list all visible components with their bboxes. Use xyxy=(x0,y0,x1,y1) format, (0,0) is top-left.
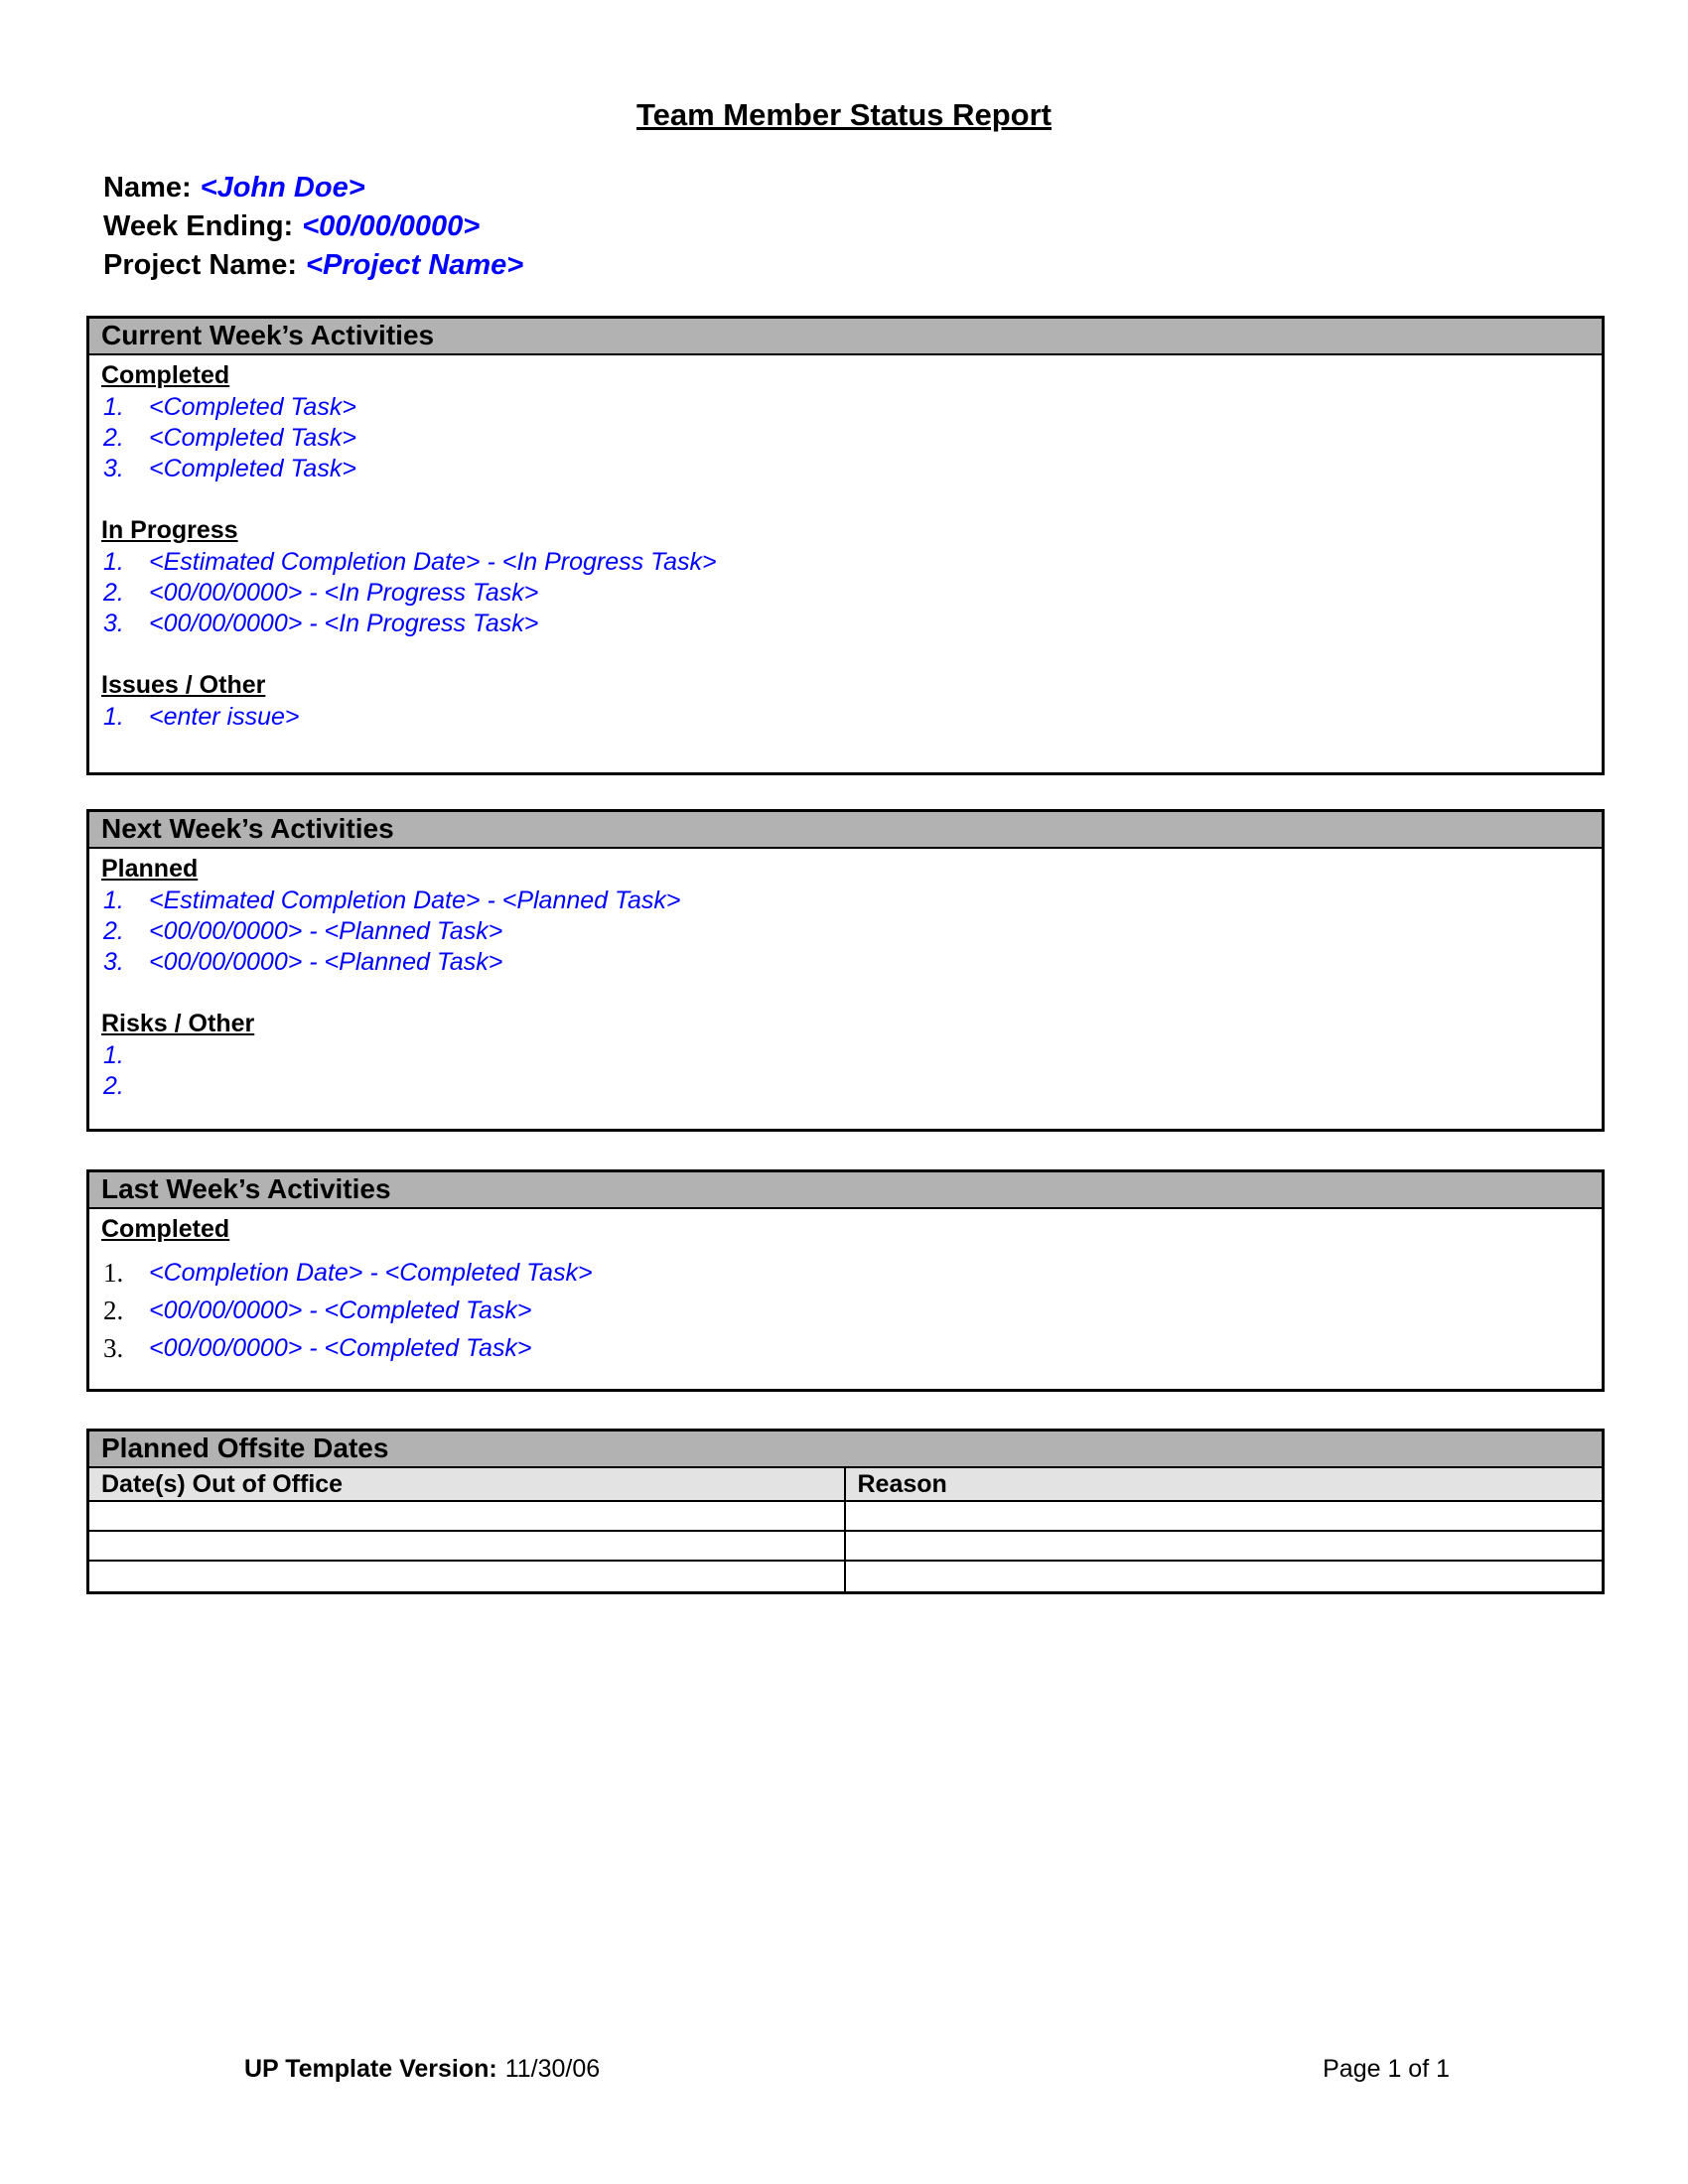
week-ending-line xyxy=(103,207,523,246)
template-version xyxy=(244,2053,600,2086)
last-week-body xyxy=(89,1209,1602,1367)
current-week-body xyxy=(89,355,1602,733)
project-name-line xyxy=(103,246,523,285)
project-name-label: Project Name: xyxy=(103,249,298,281)
issues-list xyxy=(101,702,1590,733)
list-item[interactable]: <00/00/0000> - <Planned Task> xyxy=(149,917,503,945)
list-item[interactable]: <Completion Date> - <Completed Task> xyxy=(149,1259,593,1287)
heading-risks-other: Risks / Other xyxy=(101,1010,255,1037)
template-version-value: 11/30/06 xyxy=(504,2055,601,2083)
list-item[interactable] xyxy=(101,1071,1590,1102)
list-item[interactable]: <Estimated Completion Date> - <Planned Task> xyxy=(149,887,681,914)
completed-list xyxy=(101,392,1590,484)
list-item[interactable]: <Completed Task> xyxy=(149,455,356,482)
section-last-week xyxy=(86,1169,1605,1392)
week-ending-label: Week Ending: xyxy=(103,210,294,242)
col-header-dates: Date(s) Out of Office xyxy=(89,1468,846,1500)
next-week-body xyxy=(89,849,1602,1102)
page-footer xyxy=(244,2053,1450,2086)
risks-list xyxy=(101,1040,1590,1102)
list-item[interactable]: <00/00/0000> - <Completed Task> xyxy=(149,1334,532,1362)
list-item[interactable]: <00/00/0000> - <Completed Task> xyxy=(149,1297,532,1324)
list-item[interactable]: <00/00/0000> - <In Progress Task> xyxy=(149,610,539,637)
last-completed-list xyxy=(101,1254,1590,1367)
list-item[interactable]: <00/00/0000> - <In Progress Task> xyxy=(149,579,539,607)
name-line xyxy=(103,169,523,207)
offsite-reason-cell[interactable] xyxy=(846,1532,1603,1560)
col-header-reason: Reason xyxy=(857,1470,947,1498)
list-item[interactable]: <enter issue> xyxy=(149,703,300,731)
heading-completed-last: Completed xyxy=(101,1215,230,1243)
template-version-label: UP Template Version: xyxy=(244,2055,497,2083)
offsite-reason-cell[interactable] xyxy=(846,1502,1603,1530)
offsite-column-headers xyxy=(89,1468,1602,1502)
offsite-row xyxy=(89,1562,1602,1591)
offsite-date-cell[interactable] xyxy=(89,1562,846,1591)
heading-completed: Completed xyxy=(101,361,230,389)
heading-in-progress: In Progress xyxy=(101,516,238,544)
week-ending-value[interactable]: <00/00/0000> xyxy=(302,210,481,242)
list-item[interactable] xyxy=(101,1040,1590,1071)
offsite-header: Planned Offsite Dates xyxy=(89,1432,1602,1468)
in-progress-list xyxy=(101,547,1590,639)
name-value[interactable]: <John Doe> xyxy=(200,172,365,204)
heading-issues-other: Issues / Other xyxy=(101,671,266,699)
heading-planned: Planned xyxy=(101,855,199,883)
page-number: Page 1 of 1 xyxy=(1323,2055,1450,2083)
project-name-value[interactable]: <Project Name> xyxy=(306,249,524,281)
offsite-row xyxy=(89,1502,1602,1532)
list-item[interactable]: <Completed Task> xyxy=(149,424,356,452)
last-week-header: Last Week’s Activities xyxy=(89,1172,1602,1209)
list-item[interactable]: <Estimated Completion Date> - <In Progress Task> xyxy=(149,548,717,576)
report-info-block xyxy=(103,169,523,285)
list-item[interactable]: <00/00/0000> - <Planned Task> xyxy=(149,948,503,976)
offsite-row xyxy=(89,1532,1602,1562)
section-next-week xyxy=(86,809,1605,1132)
offsite-date-cell[interactable] xyxy=(89,1532,846,1560)
next-week-header: Next Week’s Activities xyxy=(89,812,1602,849)
offsite-date-cell[interactable] xyxy=(89,1502,846,1530)
offsite-reason-cell[interactable] xyxy=(846,1562,1603,1591)
planned-list xyxy=(101,886,1590,978)
section-planned-offsite xyxy=(86,1429,1605,1594)
list-item[interactable]: <Completed Task> xyxy=(149,393,356,421)
name-label: Name: xyxy=(103,172,192,204)
section-current-week xyxy=(86,316,1605,775)
page-title: Team Member Status Report xyxy=(635,97,1052,132)
current-week-header: Current Week’s Activities xyxy=(89,319,1602,355)
